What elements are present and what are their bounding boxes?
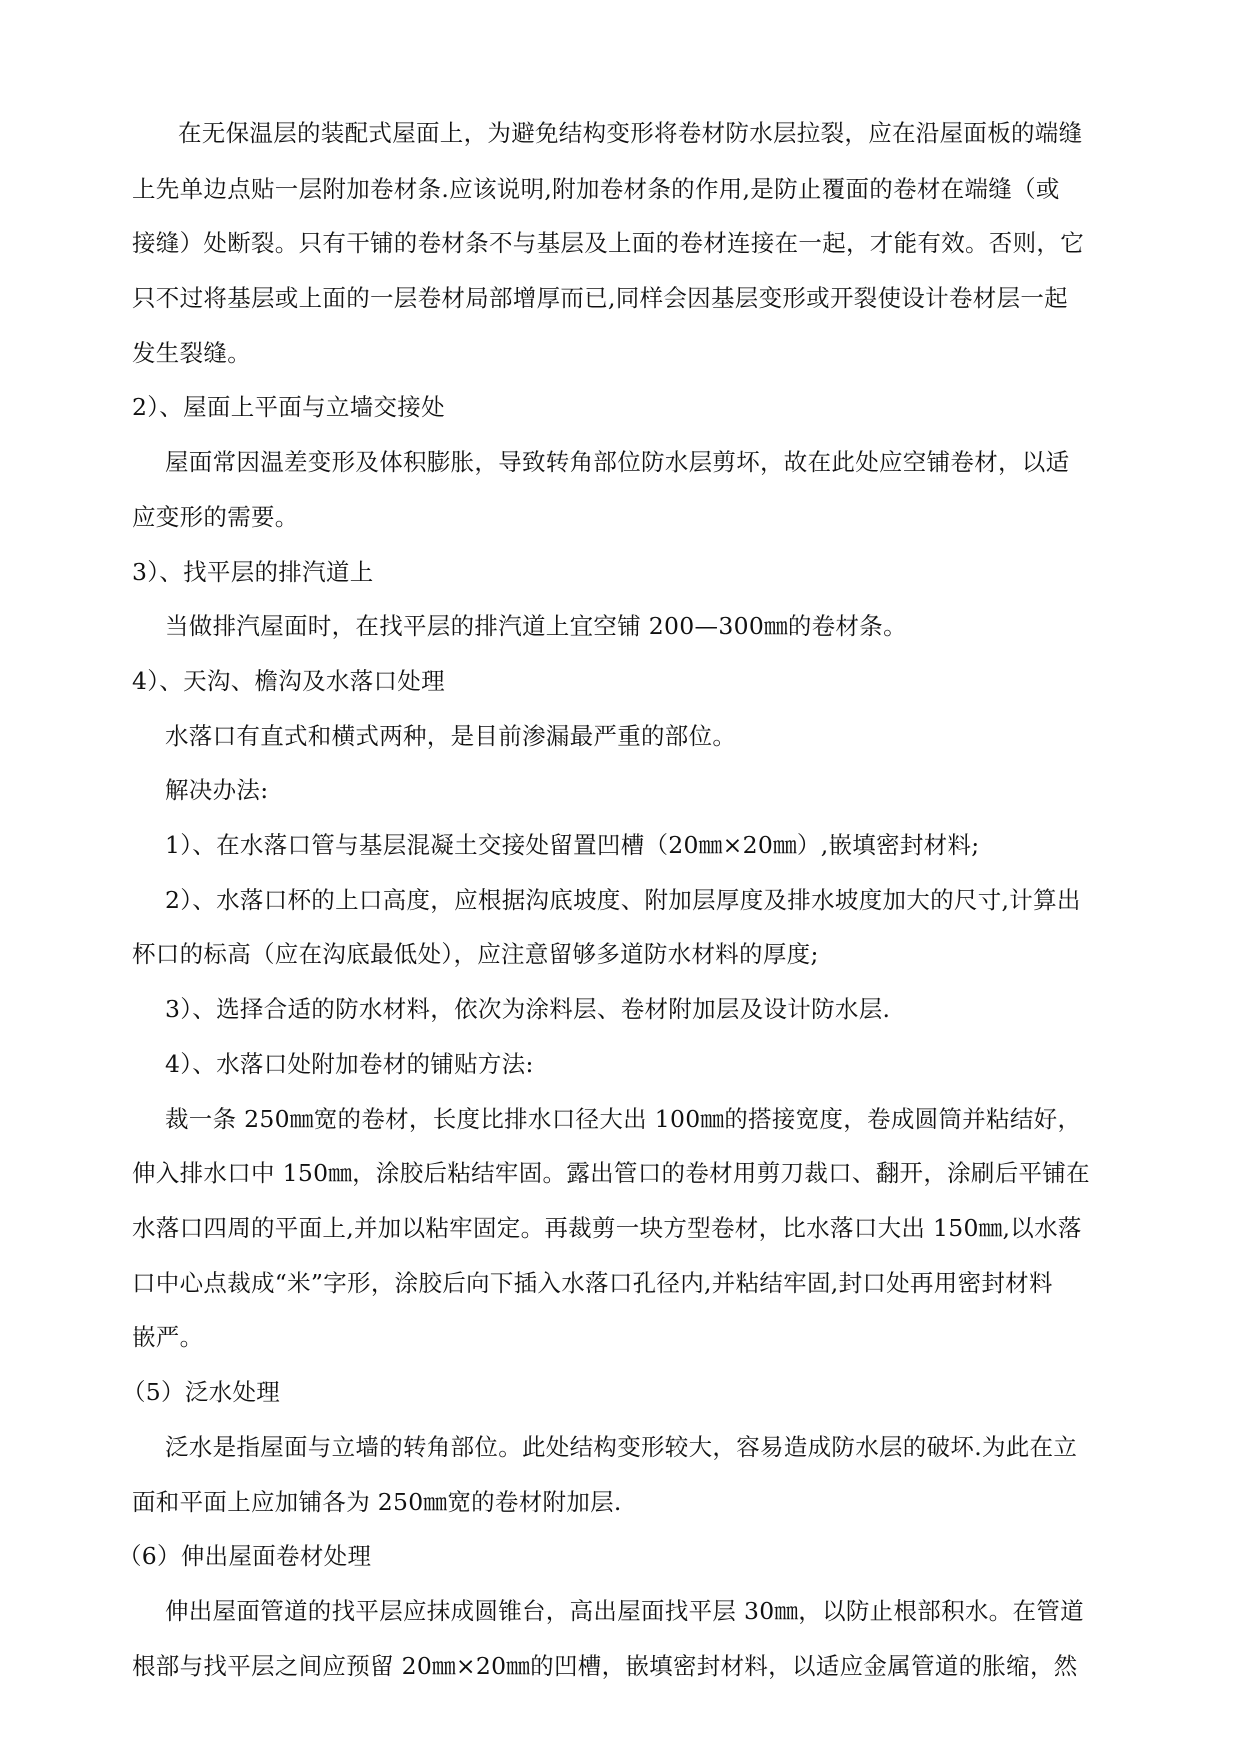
paragraph-line: 上先单边点贴一层附加卷材条.应该说明,附加卷材条的作用,是防止覆面的卷材在端缝（或 xyxy=(132,175,1060,203)
paragraph-line: 面和平面上应加铺各为 250㎜宽的卷材附加层. xyxy=(132,1488,622,1516)
section-heading: 3）、找平层的排汽道上 xyxy=(132,558,374,586)
paragraph-line: 口中心点裁成“米”字形，涂胶后向下插入水落口孔径内,并粘结牢固,封口处再用密封材料 xyxy=(132,1269,1053,1297)
paragraph-line: 发生裂缝。 xyxy=(132,339,251,367)
section-heading: （6）伸出屋面卷材处理 xyxy=(118,1542,372,1570)
paragraph-line: 裁一条 250㎜宽的卷材，长度比排水口径大出 100㎜的搭接宽度，卷成圆筒并粘结好， xyxy=(165,1105,1082,1133)
paragraph-line: 接缝）处断裂。只有干铺的卷材条不与基层及上面的卷材连接在一起，才能有效。否则，它 xyxy=(132,229,1084,257)
list-item: 4）、水落口处附加卷材的铺贴方法: xyxy=(165,1050,534,1078)
paragraph-line: 伸入排水口中 150㎜，涂胶后粘结牢固。露出管口的卷材用剪刀裁口、翻开，涂刷后平铺在 xyxy=(132,1159,1090,1187)
paragraph-line: 只不过将基层或上面的一层卷材局部增厚而已,同样会因基层变形或开裂使设计卷材层一起 xyxy=(132,284,1068,312)
paragraph-line: 屋面常因温差变形及体积膨胀，导致转角部位防水层剪坏，故在此处应空铺卷材，以适 xyxy=(165,448,1070,476)
paragraph-line: 伸出屋面管道的找平层应抹成圆锥台，高出屋面找平层 30㎜，以防止根部积水。在管道 xyxy=(165,1597,1084,1625)
paragraph-line: 水落口四周的平面上,并加以粘牢固定。再裁剪一块方型卷材，比水落口大出 150㎜,以水落 xyxy=(132,1214,1082,1242)
paragraph-line: 杯口的标高（应在沟底最低处），应注意留够多道防水材料的厚度; xyxy=(132,940,819,968)
list-item: 1）、在水落口管与基层混凝土交接处留置凹槽（20㎜×20㎜）,嵌填密封材料; xyxy=(165,831,980,859)
paragraph-line: 水落口有直式和横式两种，是目前渗漏最严重的部位。 xyxy=(165,722,737,750)
paragraph-line: 泛水是指屋面与立墙的转角部位。此处结构变形较大，容易造成防水层的破坏.为此在立 xyxy=(165,1433,1078,1461)
section-heading: （5）泛水处理 xyxy=(122,1378,281,1406)
list-item: 2）、水落口杯的上口高度，应根据沟底坡度、附加层厚度及排水坡度加大的尺寸,计算出 xyxy=(165,886,1081,914)
list-item: 3）、选择合适的防水材料，依次为涂料层、卷材附加层及设计防水层. xyxy=(165,995,891,1023)
paragraph-line: 根部与找平层之间应预留 20㎜×20㎜的凹槽，嵌填密封材料，以适应金属管道的胀缩，然 xyxy=(132,1652,1078,1680)
paragraph-line: 应变形的需要。 xyxy=(132,503,299,531)
paragraph-line: 嵌严。 xyxy=(132,1323,204,1351)
paragraph-line: 在无保温层的装配式屋面上，为避免结构变形将卷材防水层拉裂，应在沿屋面板的端缝 xyxy=(178,119,1083,147)
paragraph-line: 当做排汽屋面时，在找平层的排汽道上宜空铺 200—300㎜的卷材条。 xyxy=(165,612,907,640)
paragraph-line: 解决办法: xyxy=(165,776,269,804)
section-heading: 2）、屋面上平面与立墙交接处 xyxy=(132,393,445,421)
section-heading: 4）、天沟、檐沟及水落口处理 xyxy=(132,667,445,695)
